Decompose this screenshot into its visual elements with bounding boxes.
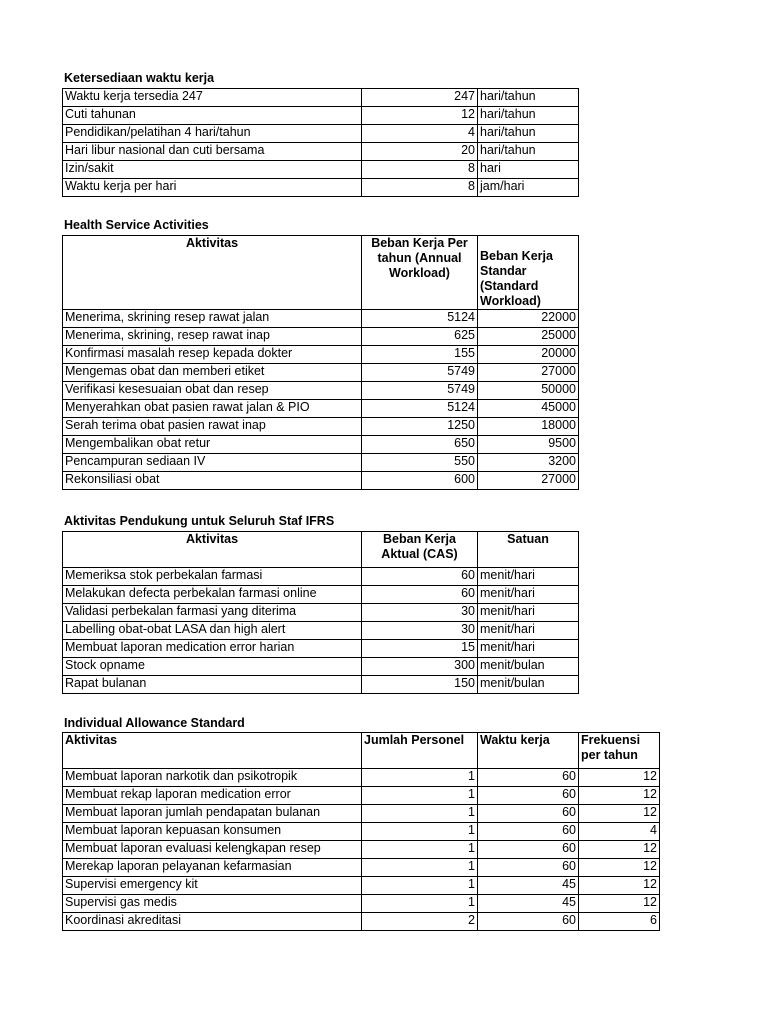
health-service-row	[63, 436, 579, 454]
health-header-annual: Beban Kerja Per tahun (Annual Workload)	[362, 236, 478, 310]
availability-unit-cell: hari/tahun	[478, 89, 579, 107]
support-row	[63, 676, 579, 694]
individual-row	[63, 787, 660, 805]
health-annual-cell: 625	[362, 328, 478, 346]
availability-value-cell: 8	[362, 161, 478, 179]
individual-freq-cell: 12	[579, 859, 660, 877]
individual-time-cell: 45	[478, 895, 579, 913]
health-service-row	[63, 346, 579, 364]
health-service-row	[63, 400, 579, 418]
health-standard-cell: 18000	[478, 418, 579, 436]
availability-unit-cell: hari/tahun	[478, 107, 579, 125]
individual-time-cell: 60	[478, 841, 579, 859]
health-activity-cell: Pencampuran sediaan IV	[63, 454, 362, 472]
individual-activity-cell: Supervisi gas medis	[63, 895, 362, 913]
support-activity-cell: Stock opname	[63, 658, 362, 676]
health-annual-cell: 600	[362, 472, 478, 490]
individual-freq-cell: 4	[579, 823, 660, 841]
availability-unit-cell: hari/tahun	[478, 125, 579, 143]
individual-header-activity: Aktivitas	[63, 733, 362, 769]
availability-title: Ketersediaan waktu kerja	[64, 71, 215, 85]
individual-row	[63, 769, 660, 787]
availability-label-cell: Cuti tahunan	[63, 107, 362, 125]
availability-value-cell: 20	[362, 143, 478, 161]
support-title: Aktivitas Pendukung untuk Seluruh Staf IFRS	[64, 514, 335, 528]
support-activity-cell: Membuat laporan medication error harian	[63, 640, 362, 658]
individual-row	[63, 805, 660, 823]
health-activity-cell: Konfirmasi masalah resep kepada dokter	[63, 346, 362, 364]
health-standard-cell: 3200	[478, 454, 579, 472]
health-activity-cell: Mengemas obat dan memberi etiket	[63, 364, 362, 382]
availability-row	[63, 179, 579, 197]
health-annual-cell: 155	[362, 346, 478, 364]
availability-label-cell: Pendidikan/pelatihan 4 hari/tahun	[63, 125, 362, 143]
availability-body	[63, 89, 579, 197]
health-standard-cell: 27000	[478, 472, 579, 490]
individual-row	[63, 823, 660, 841]
health-service-table	[62, 235, 579, 490]
individual-table	[62, 732, 660, 931]
support-unit-cell: menit/hari	[478, 622, 579, 640]
individual-row	[63, 913, 660, 931]
individual-freq-cell: 12	[579, 895, 660, 913]
availability-label-cell: Izin/sakit	[63, 161, 362, 179]
availability-row	[63, 161, 579, 179]
health-service-row	[63, 454, 579, 472]
support-body	[63, 568, 579, 694]
individual-activity-cell: Membuat laporan jumlah pendapatan bulanan	[63, 805, 362, 823]
health-service-row	[63, 364, 579, 382]
health-annual-cell: 650	[362, 436, 478, 454]
health-service-title: Health Service Activities	[64, 218, 209, 232]
health-annual-cell: 5124	[362, 310, 478, 328]
individual-freq-cell: 12	[579, 769, 660, 787]
availability-value-cell: 8	[362, 179, 478, 197]
health-service-row	[63, 418, 579, 436]
support-table	[62, 531, 579, 694]
support-row	[63, 604, 579, 622]
availability-value-cell: 247	[362, 89, 478, 107]
health-standard-cell: 25000	[478, 328, 579, 346]
health-standard-cell: 20000	[478, 346, 579, 364]
support-activity-cell: Labelling obat-obat LASA dan high alert	[63, 622, 362, 640]
availability-label-cell: Waktu kerja tersedia 247	[63, 89, 362, 107]
availability-row	[63, 107, 579, 125]
individual-activity-cell: Koordinasi akreditasi	[63, 913, 362, 931]
individual-personnel-cell: 1	[362, 769, 478, 787]
individual-time-cell: 60	[478, 913, 579, 931]
support-unit-cell: menit/bulan	[478, 658, 579, 676]
individual-freq-cell: 6	[579, 913, 660, 931]
support-header-activity: Aktivitas	[63, 532, 362, 568]
health-activity-cell: Menyerahkan obat pasien rawat jalan & PIO	[63, 400, 362, 418]
individual-activity-cell: Membuat laporan evaluasi kelengkapan resep	[63, 841, 362, 859]
health-service-body	[63, 310, 579, 490]
individual-time-cell: 60	[478, 787, 579, 805]
health-header-standard: Beban Kerja Standar (Standard Workload)	[478, 236, 579, 310]
individual-time-cell: 60	[478, 805, 579, 823]
individual-time-cell: 60	[478, 859, 579, 877]
health-service-row	[63, 382, 579, 400]
health-activity-cell: Rekonsiliasi obat	[63, 472, 362, 490]
health-activity-cell: Menerima, skrining resep rawat jalan	[63, 310, 362, 328]
support-value-cell: 60	[362, 568, 478, 586]
availability-row	[63, 143, 579, 161]
individual-header-personnel: Jumlah Personel	[362, 733, 478, 769]
health-standard-cell: 27000	[478, 364, 579, 382]
individual-row	[63, 895, 660, 913]
health-standard-cell: 9500	[478, 436, 579, 454]
support-activity-cell: Memeriksa stok perbekalan farmasi	[63, 568, 362, 586]
individual-personnel-cell: 1	[362, 841, 478, 859]
support-unit-cell: menit/bulan	[478, 676, 579, 694]
health-service-row	[63, 310, 579, 328]
availability-value-cell: 12	[362, 107, 478, 125]
individual-freq-cell: 12	[579, 841, 660, 859]
individual-header-time: Waktu kerja	[478, 733, 579, 769]
individual-row	[63, 859, 660, 877]
support-activity-cell: Validasi perbekalan farmasi yang diterima	[63, 604, 362, 622]
availability-label-cell: Waktu kerja per hari	[63, 179, 362, 197]
health-service-row	[63, 328, 579, 346]
individual-personnel-cell: 1	[362, 859, 478, 877]
individual-personnel-cell: 2	[362, 913, 478, 931]
individual-personnel-cell: 1	[362, 895, 478, 913]
health-header-activity: Aktivitas	[63, 236, 362, 310]
individual-personnel-cell: 1	[362, 823, 478, 841]
support-header-unit: Satuan	[478, 532, 579, 568]
support-value-cell: 300	[362, 658, 478, 676]
individual-time-cell: 45	[478, 877, 579, 895]
health-service-row	[63, 472, 579, 490]
support-activity-cell: Melakukan defecta perbekalan farmasi online	[63, 586, 362, 604]
individual-time-cell: 60	[478, 823, 579, 841]
health-activity-cell: Verifikasi kesesuaian obat dan resep	[63, 382, 362, 400]
support-value-cell: 15	[362, 640, 478, 658]
individual-personnel-cell: 1	[362, 805, 478, 823]
individual-activity-cell: Membuat laporan kepuasan konsumen	[63, 823, 362, 841]
support-value-cell: 150	[362, 676, 478, 694]
support-row	[63, 658, 579, 676]
health-annual-cell: 5124	[362, 400, 478, 418]
support-value-cell: 30	[362, 604, 478, 622]
support-unit-cell: menit/hari	[478, 640, 579, 658]
individual-row	[63, 877, 660, 895]
health-annual-cell: 5749	[362, 382, 478, 400]
individual-personnel-cell: 1	[362, 787, 478, 805]
support-row	[63, 622, 579, 640]
individual-row	[63, 841, 660, 859]
availability-unit-cell: hari/tahun	[478, 143, 579, 161]
health-annual-cell: 550	[362, 454, 478, 472]
support-row	[63, 586, 579, 604]
support-activity-cell: Rapat bulanan	[63, 676, 362, 694]
support-row	[63, 640, 579, 658]
individual-freq-cell: 12	[579, 877, 660, 895]
individual-body	[63, 769, 660, 931]
individual-activity-cell: Merekap laporan pelayanan kefarmasian	[63, 859, 362, 877]
individual-activity-cell: Supervisi emergency kit	[63, 877, 362, 895]
individual-freq-cell: 12	[579, 805, 660, 823]
health-annual-cell: 5749	[362, 364, 478, 382]
individual-header-freq: Frekuensi per tahun	[579, 733, 660, 769]
availability-row	[63, 125, 579, 143]
health-annual-cell: 1250	[362, 418, 478, 436]
individual-activity-cell: Membuat rekap laporan medication error	[63, 787, 362, 805]
support-row	[63, 568, 579, 586]
health-activity-cell: Menerima, skrining, resep rawat inap	[63, 328, 362, 346]
health-activity-cell: Mengembalikan obat retur	[63, 436, 362, 454]
individual-title: Individual Allowance Standard	[64, 716, 245, 730]
individual-time-cell: 60	[478, 769, 579, 787]
availability-unit-cell: jam/hari	[478, 179, 579, 197]
availability-value-cell: 4	[362, 125, 478, 143]
health-standard-cell: 45000	[478, 400, 579, 418]
availability-table	[62, 88, 579, 197]
support-value-cell: 60	[362, 586, 478, 604]
health-standard-cell: 50000	[478, 382, 579, 400]
individual-personnel-cell: 1	[362, 877, 478, 895]
support-header-cas: Beban Kerja Aktual (CAS)	[362, 532, 478, 568]
individual-freq-cell: 12	[579, 787, 660, 805]
availability-row	[63, 89, 579, 107]
health-activity-cell: Serah terima obat pasien rawat inap	[63, 418, 362, 436]
support-unit-cell: menit/hari	[478, 568, 579, 586]
support-value-cell: 30	[362, 622, 478, 640]
individual-activity-cell: Membuat laporan narkotik dan psikotropik	[63, 769, 362, 787]
health-standard-cell: 22000	[478, 310, 579, 328]
support-unit-cell: menit/hari	[478, 586, 579, 604]
availability-label-cell: Hari libur nasional dan cuti bersama	[63, 143, 362, 161]
availability-unit-cell: hari	[478, 161, 579, 179]
support-unit-cell: menit/hari	[478, 604, 579, 622]
